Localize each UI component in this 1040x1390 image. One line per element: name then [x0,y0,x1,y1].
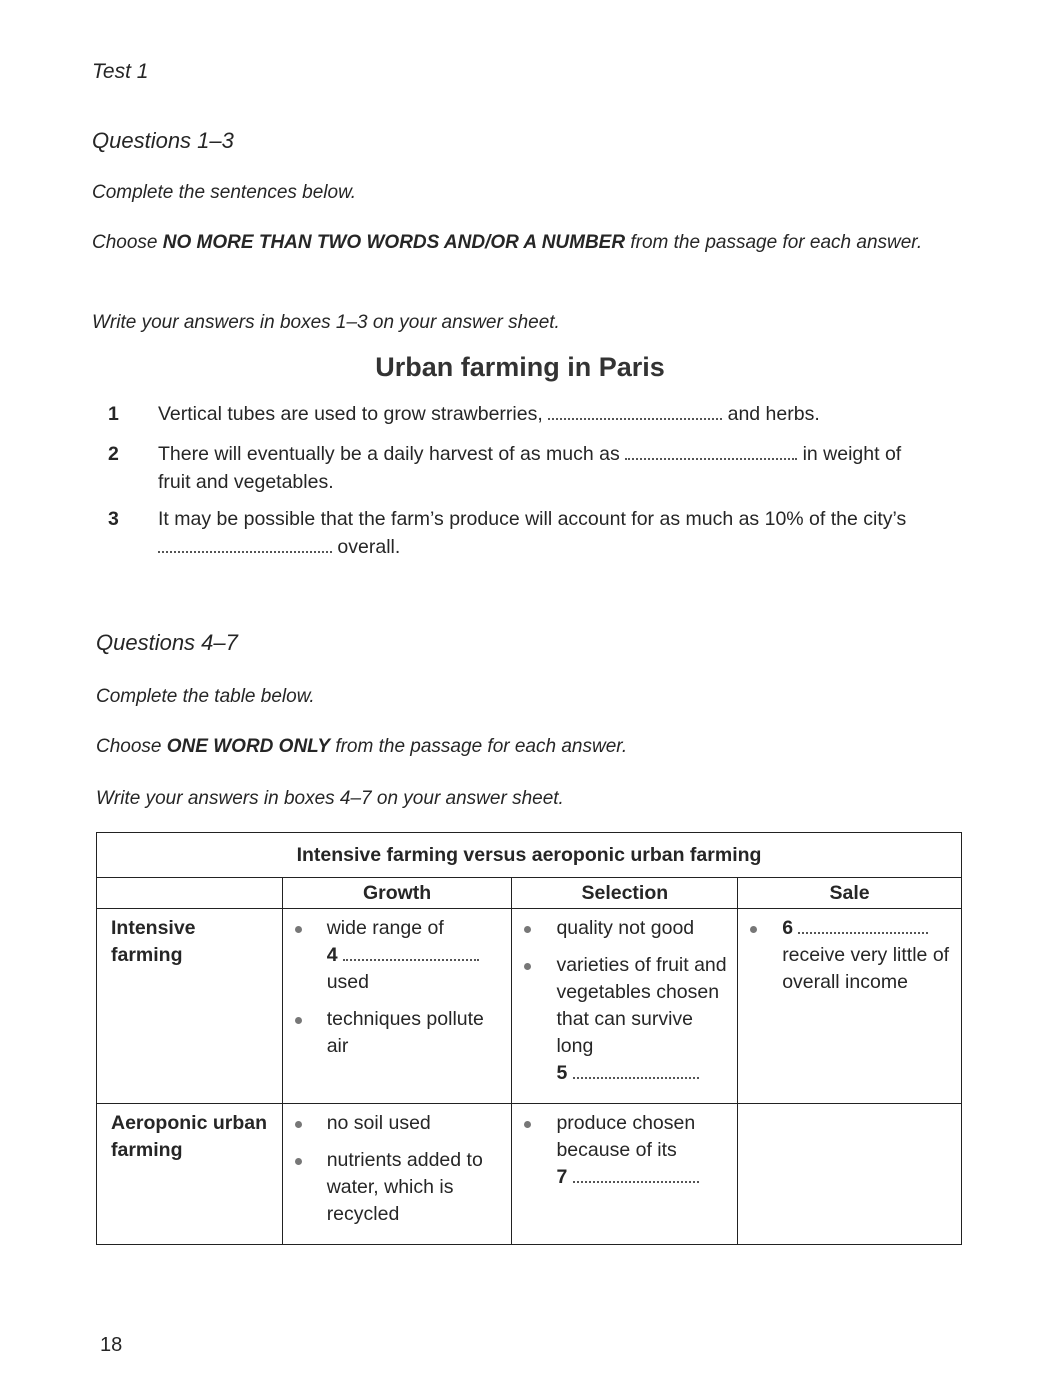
list-item: no soil used [283,1110,506,1137]
list-item: quality not good [512,915,731,942]
list-item [283,915,506,996]
running-head: Test 1 [92,60,149,83]
column-header-selection: Selection [512,878,738,909]
row-header-intensive: Intensive farming [97,909,283,1104]
instruction-word-limit [92,228,932,258]
page-number: 18 [100,1334,123,1356]
gap-number: 4 [326,944,338,966]
question-text: and herbs. [722,403,820,425]
cell-aeroponic-selection [512,1104,738,1245]
instruction-limit-bold: ONE WORD ONLY [166,736,331,757]
question-text: Vertical tubes are used to grow strawberries, [158,403,549,425]
list-item [512,1110,731,1191]
list-item [738,915,955,996]
question-2 [108,440,928,500]
question-number: 2 [108,443,119,465]
cell-aeroponic-sale [738,1104,962,1245]
answer-gap-2[interactable] [625,444,797,460]
instruction-text: from the passage for each answer. [625,232,923,253]
answer-gap-3[interactable] [158,537,332,553]
column-header-growth: Growth [282,878,512,909]
comparison-table [96,832,962,1245]
cell-aeroponic-growth [282,1104,512,1245]
answer-gap-7[interactable] [573,1167,699,1183]
cell-text: used [326,971,369,993]
passage-title: Urban farming in Paris [375,352,665,382]
question-number: 3 [108,508,119,530]
instruction-complete-sentences: Complete the sentences below. [92,182,357,203]
row-header-aeroponic: Aeroponic urban farming [97,1104,283,1245]
question-text: It may be possible that the farm’s produce will account for as much as 10% of the city’s [158,508,907,530]
instruction-limit-bold: NO MORE THAN TWO WORDS AND/OR A NUMBER [162,232,626,253]
answer-gap-5[interactable] [573,1063,699,1079]
question-1 [108,400,928,430]
instruction-word-limit-2 [96,732,627,762]
instruction-text: Choose [96,736,167,757]
section-heading-q1-3: Questions 1–3 [92,128,234,153]
table-caption: Intensive farming versus aeroponic urban farming [97,833,962,878]
instruction-text: from the passage for each answer. [330,736,628,757]
instruction-answer-sheet-2: Write your answers in boxes 4–7 on your answer sheet. [96,788,564,809]
instruction-complete-table: Complete the table below. [96,686,315,707]
answer-gap-1[interactable] [548,404,722,420]
instruction-answer-sheet: Write your answers in boxes 1–3 on your answer sheet. [92,312,560,333]
gap-number: 7 [556,1166,568,1188]
question-text: in weight of fruit and vegetables. [158,443,902,493]
cell-intensive-growth [282,909,512,1104]
answer-gap-6[interactable] [798,918,928,934]
cell-intensive-selection [512,909,738,1104]
list-item: nutrients added to water, which is recycled [283,1147,506,1228]
cell-text: wide range of [326,917,444,939]
gap-number: 5 [556,1062,568,1084]
cell-text: produce chosen because of its [556,1112,696,1161]
cell-text: varieties of fruit and vegetables chosen that can survive long [556,954,727,1057]
answer-gap-4[interactable] [343,945,479,961]
cell-intensive-sale [738,909,962,1104]
table-corner-cell [97,878,283,909]
question-text: overall. [332,536,401,558]
question-number: 1 [108,403,119,425]
list-item: techniques pollute air [283,1006,506,1060]
question-3 [108,505,928,565]
gap-number: 6 [782,917,794,939]
instruction-text: Choose [92,232,163,253]
section-heading-q4-7: Questions 4–7 [96,630,238,655]
list-item [512,952,731,1087]
question-text: There will eventually be a daily harvest of as much as [158,443,626,465]
column-header-sale: Sale [738,878,962,909]
cell-text: receive very little of overall income [782,944,950,993]
